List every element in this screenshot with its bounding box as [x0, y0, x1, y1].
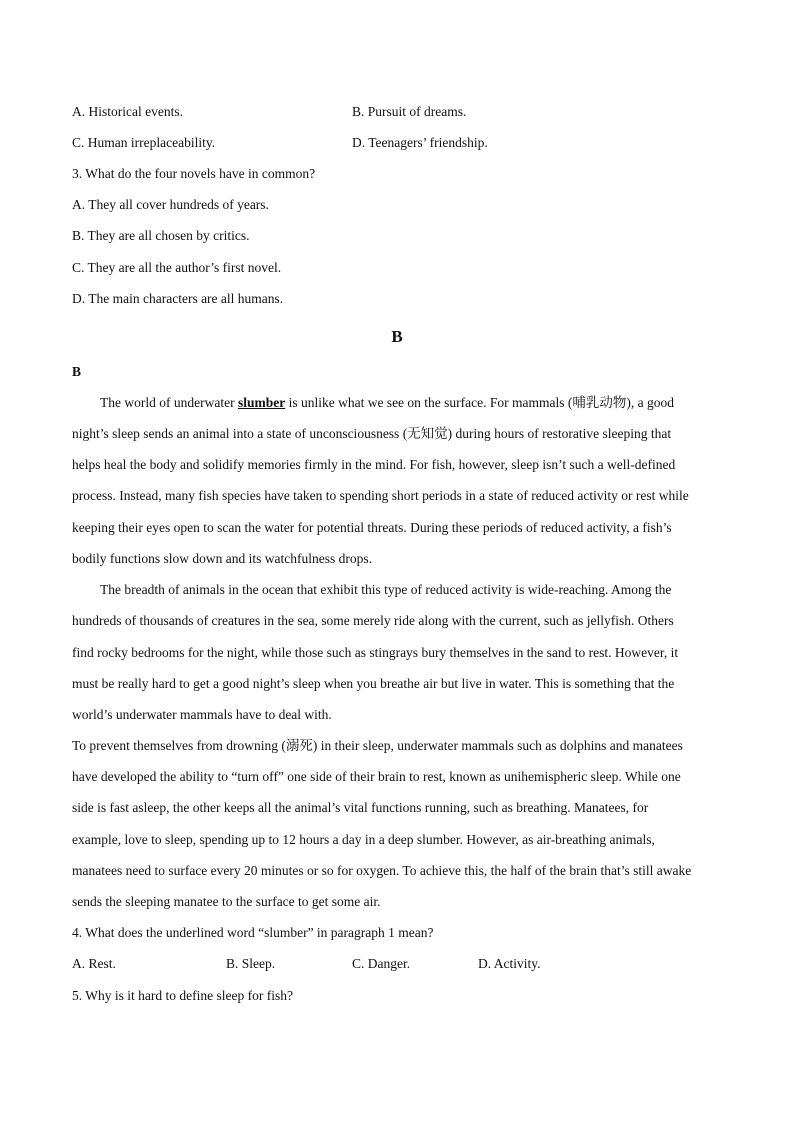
section-label: B — [72, 364, 82, 379]
q4-option-a: A. Rest. — [72, 956, 116, 971]
passage-p1-line1 — [100, 395, 674, 411]
q3-option-b: B. They are all chosen by critics. — [72, 228, 250, 243]
passage-p3-line6: sends the sleeping manatee to the surface to get some air. — [72, 894, 381, 909]
q4-option-c: C. Danger. — [352, 956, 411, 971]
section-heading: B — [391, 327, 403, 346]
passage-p1-line3: helps heal the body and solidify memories firmly in the mind. For fish, however, sleep isn’t such a well-defined — [72, 457, 676, 472]
q2-option-c: C. Human irreplaceability. — [72, 135, 216, 150]
q3-question: 3. What do the four novels have in common? — [72, 166, 316, 181]
passage-p1-line6: bodily functions slow down and its watchfulness drops. — [72, 551, 372, 566]
passage-p1-line2: night’s sleep sends an animal into a state of unconsciousness (无知觉) during hours of restorative sleeping that — [72, 426, 672, 441]
p1-text-post: is unlike what we see on the surface. For mammals (哺乳动物), a good — [285, 395, 674, 410]
q2-option-b: B. Pursuit of dreams. — [352, 104, 467, 119]
q3-option-d: D. The main characters are all humans. — [72, 291, 284, 306]
passage-p1-line5: keeping their eyes open to scan the water for potential threats. During these periods of reduced activity, a fish’s — [72, 520, 672, 535]
passage-p1-line4: process. Instead, many fish species have taken to spending short periods in a state of reduced activity or rest while — [72, 488, 689, 503]
q4-option-d: D. Activity. — [478, 956, 541, 971]
passage-p3-line4: example, love to sleep, spending up to 12 hours a day in a deep slumber. However, as air-breathing animals, — [72, 832, 655, 847]
q2-option-d: D. Teenagers’ friendship. — [352, 135, 488, 150]
q2-option-a: A. Historical events. — [72, 104, 183, 119]
q3-option-a: A. They all cover hundreds of years. — [72, 197, 269, 212]
q4-question: 4. What does the underlined word “slumber” in paragraph 1 mean? — [72, 925, 434, 940]
q5-question: 5. Why is it hard to define sleep for fish? — [72, 988, 293, 1003]
q3-option-c: C. They are all the author’s first novel. — [72, 260, 282, 275]
underlined-word-slumber: slumber — [237, 395, 286, 410]
passage-p3-line2: have developed the ability to “turn off” one side of their brain to rest, known as unihemispheric sleep. While one — [72, 769, 681, 784]
passage-p3-line5: manatees need to surface every 20 minutes or so for oxygen. To achieve this, the half of the brain that’s still awake — [72, 863, 692, 878]
p1-text-pre: The world of underwater — [100, 395, 238, 410]
q4-option-b: B. Sleep. — [226, 956, 276, 971]
passage-p2-line1: The breadth of animals in the ocean that exhibit this type of reduced activity is wide-reaching. Among the — [100, 582, 672, 597]
passage-p2-line5: world’s underwater mammals have to deal with. — [72, 707, 332, 722]
passage-p3-line1: To prevent themselves from drowning (溺死) in their sleep, underwater mammals such as dolphins and manatees — [72, 738, 683, 753]
passage-p3-line3: side is fast asleep, the other keeps all the animal’s vital functions running, such as breathing. Manatees, for — [72, 800, 649, 815]
passage-p2-line2: hundreds of thousands of creatures in the sea, some merely ride along with the current, such as jellyfish. Others — [72, 613, 674, 628]
passage-p2-line4: must be really hard to get a good night’s sleep when you breathe air but live in water. This is something that the — [72, 676, 675, 691]
passage-p2-line3: find rocky bedrooms for the night, while those such as stingrays bury themselves in the sand to rest. However, it — [72, 645, 679, 660]
